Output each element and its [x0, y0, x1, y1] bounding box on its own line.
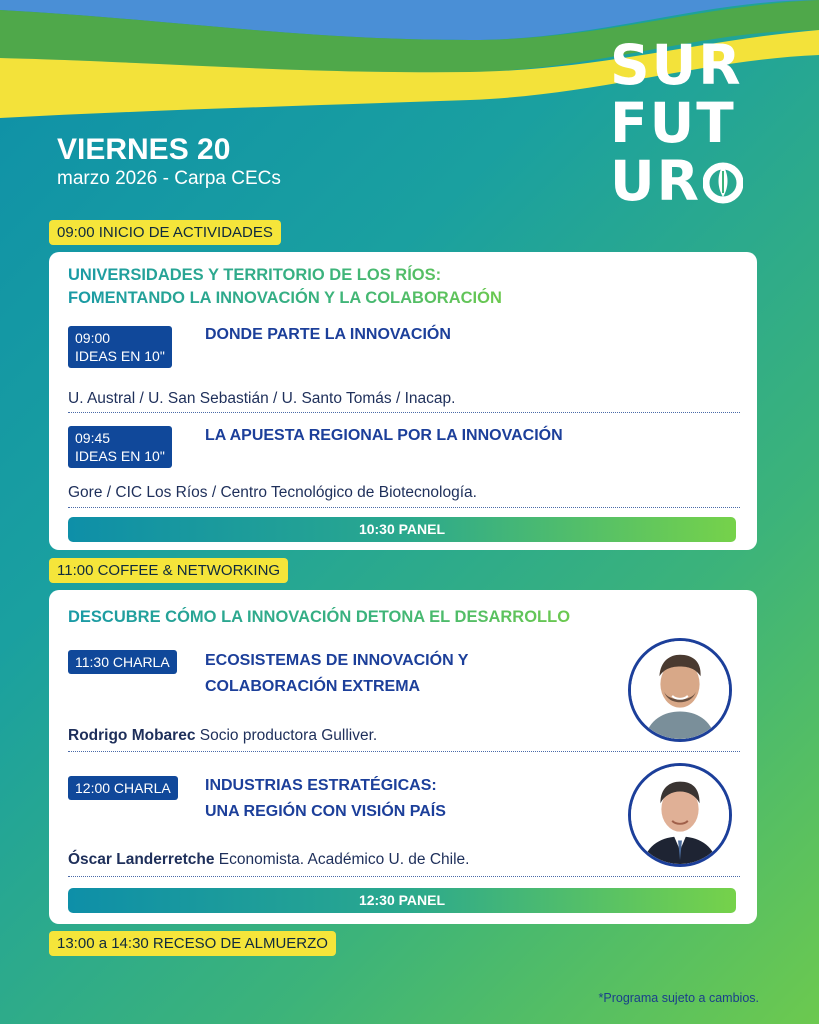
divider — [68, 507, 740, 508]
talk-2-format: IDEAS EN 10" — [75, 448, 165, 464]
talk-1-format: IDEAS EN 10" — [75, 348, 165, 364]
event-day: VIERNES 20 — [57, 133, 231, 166]
talk-2-speakers: Gore / CIC Los Ríos / Centro Tecnológico de Biotecnología. — [68, 484, 477, 501]
talk-3-title-line-1: ECOSISTEMAS DE INNOVACIÓN Y — [205, 652, 469, 669]
talk-1-title: DONDE PARTE LA INNOVACIÓN — [205, 326, 451, 343]
avatar-person-icon — [631, 641, 729, 739]
talk-3-time-badge: 11:30 CHARLA — [68, 650, 177, 674]
event-date-location: marzo 2026 - Carpa CECs — [57, 168, 281, 189]
talk-3-speaker — [68, 727, 377, 745]
logo-line-1: SUR — [610, 33, 743, 97]
session-1-title-line-1: UNIVERSIDADES Y TERRITORIO DE LOS RÍOS: — [68, 266, 442, 284]
session-2-title: DESCUBRE CÓMO LA INNOVACIÓN DETONA EL DESARROLLO — [68, 606, 570, 629]
talk-4-title-line-2: UNA REGIÓN CON VISIÓN PAÍS — [205, 803, 446, 820]
session-1-title — [68, 264, 502, 310]
event-logo — [610, 33, 770, 213]
lunch-break-tag: 13:00 a 14:30 RECESO DE ALMUERZO — [49, 931, 336, 956]
logo-line-3: UR — [610, 149, 702, 213]
coffee-networking-tag: 11:00 COFFEE & NETWORKING — [49, 558, 288, 583]
talk-2-title: LA APUESTA REGIONAL POR LA INNOVACIÓN — [205, 427, 563, 444]
talk-3-title — [205, 648, 468, 700]
talk-3-speaker-name: Rodrigo Mobarec — [68, 727, 196, 744]
talk-4-title-line-1: INDUSTRIAS ESTRATÉGICAS: — [205, 777, 437, 794]
session-1-title-line-2: FOMENTANDO LA INNOVACIÓN Y LA COLABORACIÓN — [68, 289, 502, 307]
talk-3-speaker-role: Socio productora Gulliver. — [195, 727, 378, 744]
divider — [68, 751, 740, 752]
talk-4-speaker-role: Economista. Académico U. de Chile. — [214, 851, 470, 868]
divider — [68, 412, 740, 413]
speaker-photo-rodrigo — [628, 638, 732, 742]
program-subject-to-change-note: *Programa sujeto a cambios. — [598, 991, 759, 1005]
start-activities-tag: 09:00 INICIO DE ACTIVIDADES — [49, 220, 281, 245]
talk-4-title — [205, 773, 446, 825]
talk-4-time-badge: 12:00 CHARLA — [68, 776, 178, 800]
talk-3-title-line-2: COLABORACIÓN EXTREMA — [205, 678, 421, 695]
talk-1-speakers: U. Austral / U. San Sebastián / U. Santo Tomás / Inacap. — [68, 390, 456, 407]
talk-4-speaker-name: Óscar Landerretche — [68, 851, 215, 868]
talk-1-time-badge — [68, 326, 172, 368]
session-card-2 — [49, 590, 757, 924]
logo-line-2: FUT — [610, 91, 736, 155]
divider — [68, 876, 740, 877]
talk-2-time: 09:45 — [75, 430, 111, 446]
talk-1-time: 09:00 — [75, 330, 111, 346]
speaker-photo-oscar — [628, 763, 732, 867]
talk-2-time-badge — [68, 426, 172, 468]
panel-1230-bar: 12:30 PANEL — [68, 888, 736, 913]
panel-1030-bar: 10:30 PANEL — [68, 517, 736, 542]
avatar-person-icon — [631, 766, 729, 864]
logo-o-leaf-icon — [703, 157, 743, 205]
talk-4-speaker — [68, 851, 469, 869]
session-card-1 — [49, 252, 757, 550]
